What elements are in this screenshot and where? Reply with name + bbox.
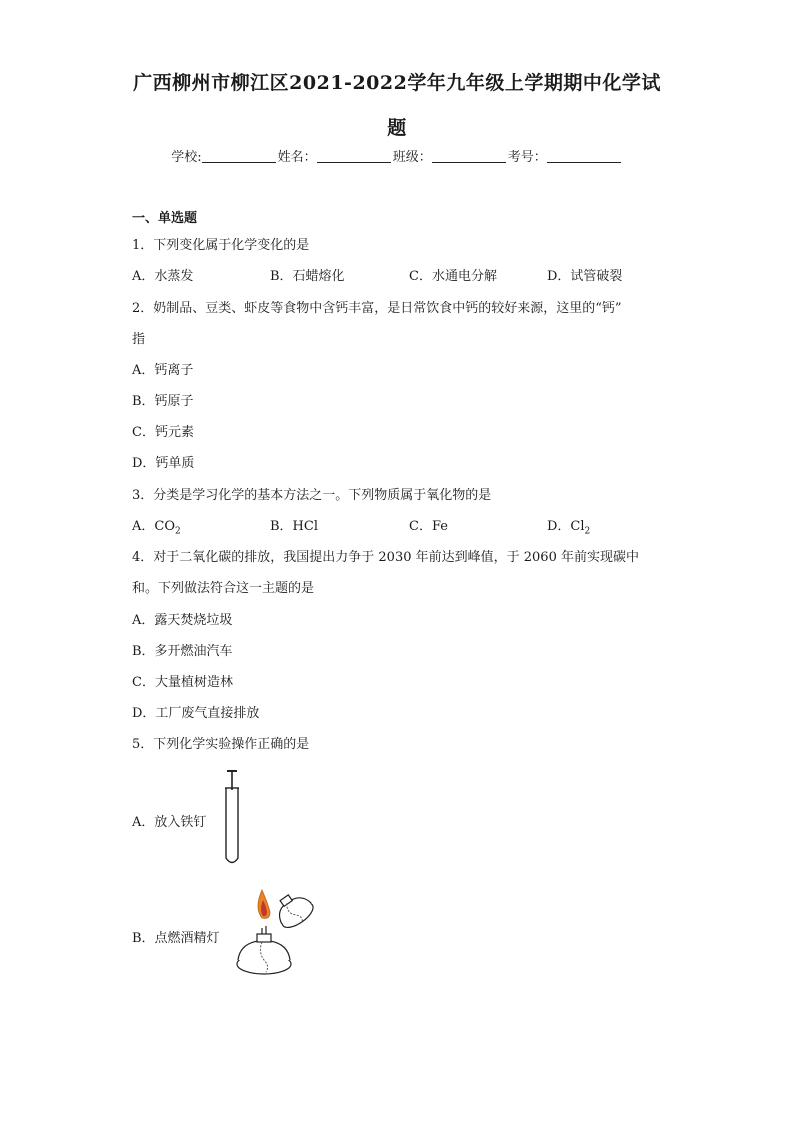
q3-option-a-text: A．CO: [132, 519, 175, 534]
q5-option-b[interactable]: B．点燃酒精灯: [132, 931, 220, 946]
test-tube-body: [226, 788, 238, 863]
q1-option-a[interactable]: A．水蒸发: [132, 269, 194, 284]
lower-lamp-neck: [257, 934, 271, 942]
class-blank[interactable]: [432, 148, 506, 163]
q1-option-c[interactable]: C．水通电分解: [409, 269, 497, 284]
student-info-row: [0, 146, 794, 165]
q4-stem-line1: 4．对于二氧化碳的排放，我国提出力争于 2030 年前达到峰值，于 2060 年前实现碳中: [132, 550, 639, 565]
upper-lamp-tilted: [270, 887, 317, 932]
lower-lamp-body: [238, 941, 290, 960]
page-title-line1: 广西柳州市柳江区2021-2022学年九年级上学期期中化学试: [133, 72, 661, 94]
q5-option-a[interactable]: A．放入铁钉: [132, 815, 207, 830]
q2-option-d[interactable]: D．钙单质: [132, 456, 195, 471]
alcohol-lamp-lighting-figure: [232, 886, 318, 978]
q3-option-d-text: D．Cl: [547, 519, 585, 534]
lower-lamp-wick: [262, 926, 266, 934]
q4-option-a[interactable]: A．露天焚烧垃圾: [132, 613, 233, 628]
q3-stem: 3．分类是学习化学的基本方法之一。下列物质属于氧化物的是: [132, 488, 492, 503]
test-tube-with-nail-figure: [218, 768, 248, 868]
number-label: 考号：: [507, 150, 547, 165]
q1-stem: 1．下列变化属于化学变化的是: [132, 238, 310, 253]
number-blank[interactable]: [547, 148, 621, 163]
q3-option-b[interactable]: [270, 515, 318, 534]
q4-option-b[interactable]: B．多开燃油汽车: [132, 644, 233, 659]
name-label: 姓名：: [277, 150, 317, 165]
section-heading: 一、单选题: [132, 211, 198, 226]
q5-stem: 5．下列化学实验操作正确的是: [132, 737, 310, 752]
name-blank[interactable]: [317, 148, 391, 163]
school-blank[interactable]: [202, 148, 276, 163]
q3-option-a[interactable]: [132, 515, 181, 537]
school-label: 学校:: [171, 150, 202, 165]
q2-stem-line2: 指: [132, 332, 146, 347]
q3-option-c[interactable]: [409, 515, 448, 534]
q1-option-d[interactable]: D．试管破裂: [547, 269, 623, 284]
q3-option-d-sub: 2: [584, 526, 591, 537]
q1-option-b[interactable]: B．石蜡熔化: [270, 269, 345, 284]
q2-option-a[interactable]: A．钙离子: [132, 363, 194, 378]
q3-option-c-text: C．Fe: [409, 519, 448, 534]
q2-option-b[interactable]: B．钙原子: [132, 394, 194, 409]
q3-option-b-text: B．HCl: [270, 519, 318, 534]
page-title-line2: 题: [387, 117, 407, 139]
q4-stem-line2: 和。下列做法符合这一主题的是: [132, 581, 315, 596]
q2-stem-line1: 2．奶制品、豆类、虾皮等食物中含钙丰富，是日常饮食中钙的较好来源，这里的“钙”: [132, 301, 622, 316]
q3-option-d[interactable]: [547, 515, 590, 537]
q2-option-c[interactable]: C．钙元素: [132, 425, 194, 440]
class-label: 班级：: [392, 150, 432, 165]
q3-option-a-sub: 2: [175, 526, 181, 537]
q4-option-c[interactable]: C．大量植树造林: [132, 675, 233, 690]
q4-option-d[interactable]: D．工厂废气直接排放: [132, 706, 260, 721]
